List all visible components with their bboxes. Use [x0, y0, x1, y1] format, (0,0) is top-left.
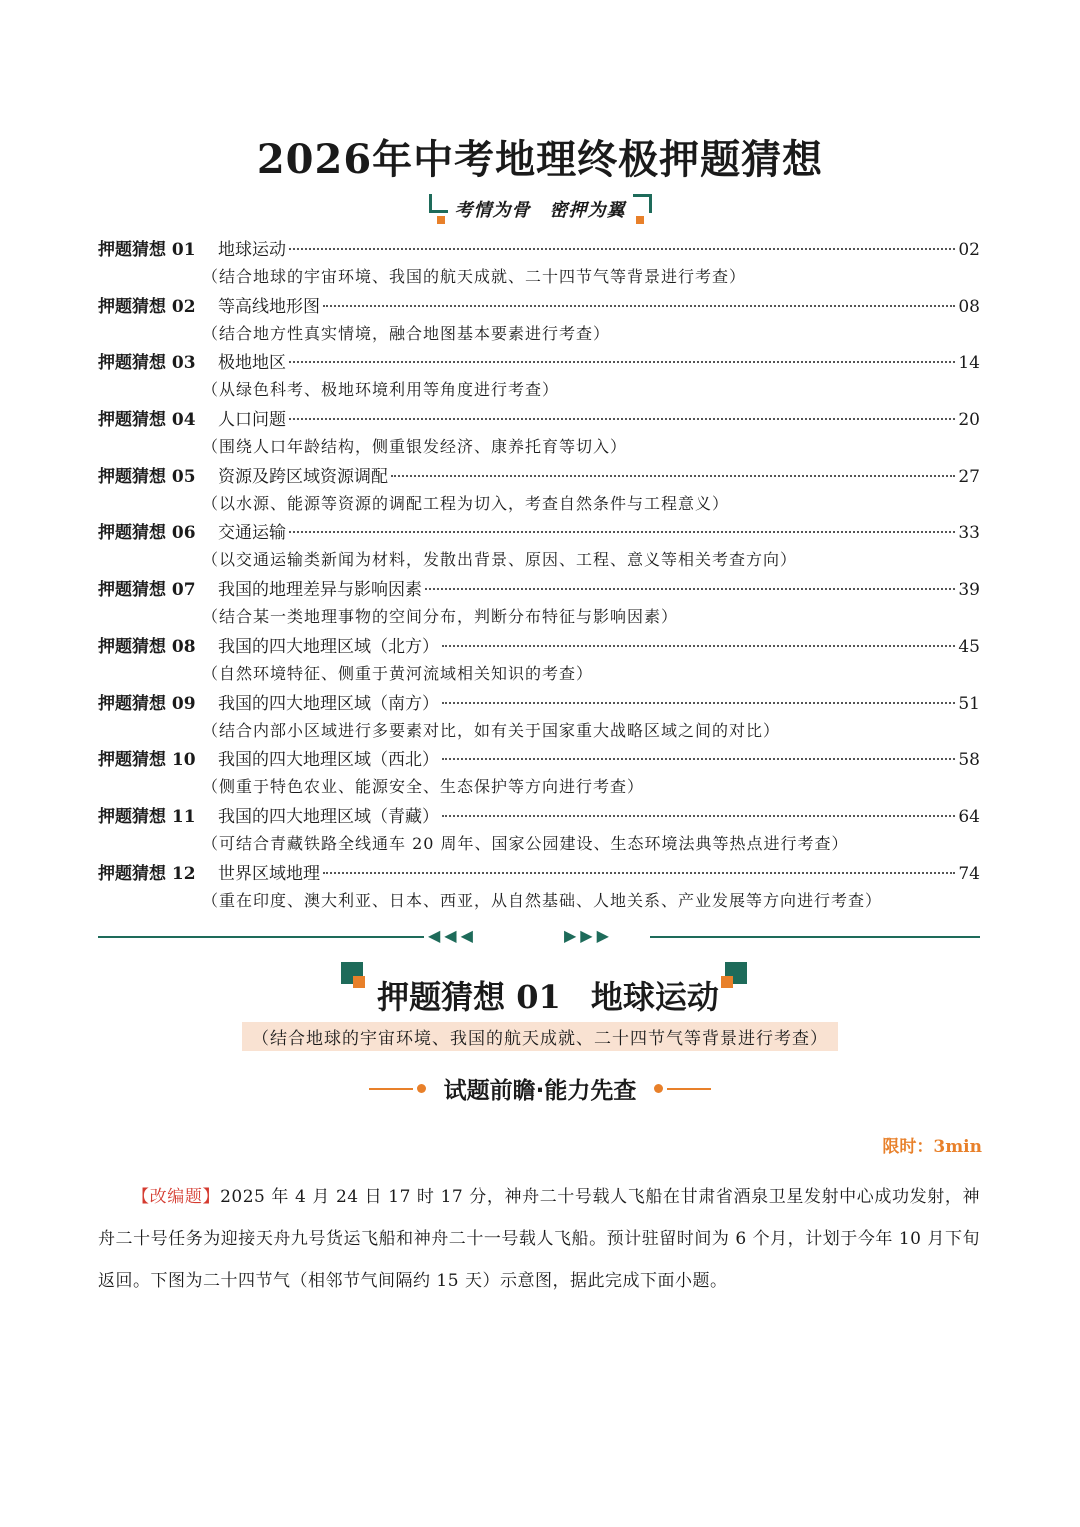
toc-item[interactable] — [98, 633, 980, 690]
toc-leader-dots — [442, 645, 955, 647]
table-of-contents — [98, 236, 980, 916]
toc-page-number: 45 — [958, 636, 980, 657]
toc-item[interactable] — [98, 293, 980, 350]
divider-line-left — [98, 936, 424, 938]
arrows-right-icon: ▶▶▶ — [564, 926, 613, 945]
toc-item[interactable] — [98, 349, 980, 406]
toc-item[interactable] — [98, 406, 980, 463]
toc-page-number: 14 — [958, 353, 980, 374]
toc-page-number: 20 — [958, 410, 980, 431]
toc-page-number: 27 — [958, 466, 980, 487]
toc-item[interactable] — [98, 463, 980, 520]
arrows-left-icon: ◀◀◀ — [428, 926, 477, 945]
toc-line — [98, 803, 980, 831]
toc-line — [98, 746, 980, 774]
section-title — [341, 962, 739, 1018]
toc-line — [98, 349, 980, 377]
toc-item[interactable] — [98, 576, 980, 633]
toc-number: 押题猜想 03 — [98, 353, 196, 374]
preview-banner — [0, 1072, 1080, 1105]
toc-title: 我国的四大地理区域（南方） — [218, 693, 439, 714]
toc-item[interactable] — [98, 860, 980, 917]
square-right-icon — [636, 216, 644, 224]
toc-page-number: 08 — [958, 296, 980, 317]
toc-leader-dots — [289, 361, 955, 363]
toc-leader-dots — [289, 418, 955, 420]
toc-number: 押题猜想 05 — [98, 466, 196, 487]
toc-page-number: 33 — [958, 523, 980, 544]
toc-title: 极地地区 — [218, 353, 286, 374]
toc-item[interactable] — [98, 803, 980, 860]
subtitle-banner — [427, 192, 654, 226]
toc-description: （围绕人口年龄结构，侧重银发经济、康养托育等切入） — [202, 437, 628, 457]
toc-leader-dots — [289, 531, 955, 533]
subtitle-text: 考情为骨 密押为翼 — [454, 200, 626, 221]
toc-description: （自然环境特征、侧重于黄河流域相关知识的考查） — [202, 663, 594, 683]
toc-title: 我国的四大地理区域（青藏） — [218, 806, 439, 827]
toc-title: 资源及跨区域资源调配 — [218, 466, 388, 487]
toc-number: 押题猜想 11 — [98, 806, 196, 827]
dot-right-icon — [654, 1084, 663, 1093]
toc-leader-dots — [442, 702, 955, 704]
toc-title: 我国的地理差异与影响因素 — [218, 580, 422, 601]
deco-small-square-right-icon — [721, 976, 733, 988]
toc-title: 世界区域地理 — [218, 863, 320, 884]
divider-line-right — [650, 936, 980, 938]
toc-number: 押题猜想 12 — [98, 863, 196, 884]
toc-number: 押题猜想 04 — [98, 410, 196, 431]
toc-leader-dots — [323, 872, 955, 874]
toc-leader-dots — [442, 815, 955, 817]
toc-title: 地球运动 — [218, 240, 286, 260]
toc-line — [98, 463, 980, 491]
toc-number: 押题猜想 07 — [98, 580, 196, 601]
question-tag: 【改编题】 — [132, 1187, 221, 1207]
time-limit: 限时：3min — [882, 1137, 982, 1157]
toc-line — [98, 406, 980, 434]
toc-description: （结合地方性真实情境，融合地图基本要素进行考查） — [202, 323, 611, 343]
toc-item[interactable] — [98, 519, 980, 576]
section-divider — [98, 926, 980, 948]
toc-page-number: 51 — [958, 693, 980, 714]
toc-leader-dots — [391, 475, 955, 477]
toc-line — [98, 236, 980, 264]
toc-description: （结合内部小区域进行多要素对比，如有关于国家重大战略区域之间的对比） — [202, 720, 781, 740]
toc-page-number: 74 — [958, 863, 980, 884]
question-paragraph — [98, 1176, 980, 1302]
toc-line — [98, 519, 980, 547]
toc-number: 押题猜想 02 — [98, 296, 196, 317]
toc-page-number: 02 — [958, 240, 980, 260]
toc-number: 押题猜想 08 — [98, 636, 196, 657]
toc-line — [98, 576, 980, 604]
toc-item[interactable] — [98, 746, 980, 803]
toc-description: （以水源、能源等资源的调配工程为切入，考查自然条件与工程意义） — [202, 493, 730, 513]
preview-text: 试题前瞻·能力先查 — [443, 1078, 637, 1104]
toc-description: （结合某一类地理事物的空间分布，判断分布特征与影响因素） — [202, 607, 679, 627]
bracket-left-icon — [429, 194, 448, 213]
toc-line — [98, 633, 980, 661]
bracket-right-icon — [633, 194, 652, 213]
toc-description: （从绿色科考、极地环境利用等角度进行考查） — [202, 380, 560, 400]
section-description: （结合地球的宇宙环境、我国的航天成就、二十四节气等背景进行考查） — [242, 1022, 838, 1051]
deco-small-square-left-icon — [353, 976, 365, 988]
toc-number: 押题猜想 06 — [98, 523, 196, 544]
toc-number: 押题猜想 01 — [98, 240, 196, 260]
toc-title: 人口问题 — [218, 410, 286, 431]
toc-item[interactable] — [98, 690, 980, 747]
toc-page-number: 64 — [958, 806, 980, 827]
toc-title: 交通运输 — [218, 523, 286, 544]
toc-title: 我国的四大地理区域（西北） — [218, 750, 439, 771]
toc-page-number: 39 — [958, 580, 980, 601]
toc-line — [98, 293, 980, 321]
toc-number: 押题猜想 10 — [98, 750, 196, 771]
question-text: 2025 年 4 月 24 日 17 时 17 分，神舟二十号载人飞船在甘肃省酒泉卫星发射中心成功发射，神舟二十号任务为迎接天舟九号货运飞船和神舟二十一号载人飞船。预计驻留时间为 6 个月，计划于今年 10 月下旬返回。下图为二十四节气（相邻节气间隔约 15 天）示意图，据此完成下面小题。 — [98, 1187, 981, 1291]
toc-description: （结合地球的宇宙环境、我国的航天成就、二十四节气等背景进行考查） — [202, 267, 747, 286]
toc-description: （以交通运输类新闻为材料，发散出背景、原因、工程、意义等相关考查方向） — [202, 550, 798, 570]
section-name: 地球运动 — [590, 978, 719, 1016]
toc-title: 我国的四大地理区域（北方） — [218, 636, 439, 657]
toc-item[interactable] — [98, 236, 980, 293]
toc-line — [98, 690, 980, 718]
toc-description: （侧重于特色农业、能源安全、生态保护等方向进行考查） — [202, 777, 645, 797]
toc-leader-dots — [289, 248, 955, 250]
dot-left-icon — [417, 1084, 426, 1093]
page-title: 2026年中考地理终极押题猜想 — [256, 136, 824, 183]
preview-line-left — [369, 1088, 413, 1090]
toc-title: 等高线地形图 — [218, 296, 320, 317]
toc-page-number: 58 — [958, 750, 980, 771]
preview-line-right — [667, 1088, 711, 1090]
square-left-icon — [437, 216, 445, 224]
toc-description: （可结合青藏铁路全线通车 20 周年、国家公园建设、生态环境法典等热点进行考查） — [202, 833, 849, 853]
toc-leader-dots — [323, 305, 955, 307]
section-number: 押题猜想 01 — [377, 978, 561, 1016]
toc-description: （重在印度、澳大利亚、日本、西亚，从自然基础、人地关系、产业发展等方向进行考查） — [202, 890, 883, 910]
toc-leader-dots — [442, 758, 955, 760]
toc-line — [98, 860, 980, 888]
toc-leader-dots — [425, 588, 955, 590]
toc-number: 押题猜想 09 — [98, 693, 196, 714]
